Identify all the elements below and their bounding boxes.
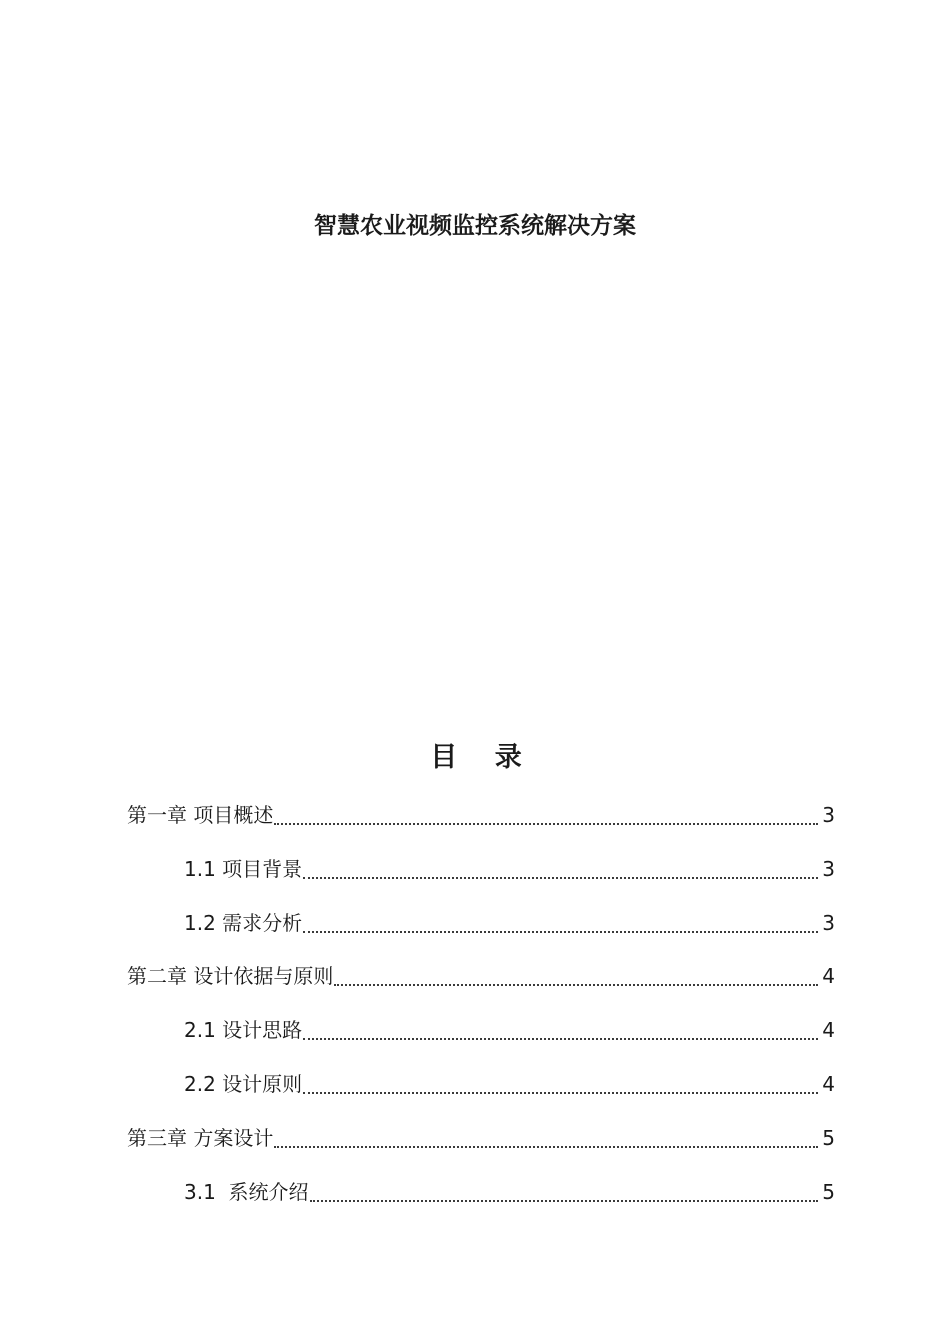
- toc-dot-leader: [273, 1123, 821, 1153]
- toc-entry-label: 1.1 项目背景: [184, 857, 303, 881]
- toc-entry-label: 第三章 方案设计: [127, 1126, 274, 1150]
- toc-page-number: 4: [822, 1072, 835, 1096]
- toc-entry-chapter-1[interactable]: [127, 800, 835, 830]
- toc-page-number: 3: [822, 803, 835, 827]
- toc-dot-leader: [273, 800, 821, 830]
- toc-entry-1-2[interactable]: [184, 908, 835, 938]
- toc-entry-2-2[interactable]: [184, 1069, 835, 1099]
- toc-dot-leader: [302, 1015, 821, 1045]
- document-title: 智慧农业视频监控系统解决方案: [314, 213, 636, 239]
- toc-dot-leader: [302, 854, 821, 884]
- toc-entry-label: 2.1 设计思路: [184, 1018, 303, 1042]
- toc-entry-2-1[interactable]: [184, 1015, 835, 1045]
- toc-heading: 目 录: [430, 742, 536, 773]
- toc-page-number: 5: [822, 1180, 835, 1204]
- toc-page-number: 4: [822, 1018, 835, 1042]
- toc-entry-1-1[interactable]: [184, 854, 835, 884]
- toc-entry-label: 第一章 项目概述: [127, 803, 274, 827]
- toc-entry-chapter-3[interactable]: [127, 1123, 835, 1153]
- toc-page-number: 3: [822, 911, 835, 935]
- toc-page-number: 3: [822, 857, 835, 881]
- toc-dot-leader: [302, 908, 821, 938]
- toc-entry-label: 第二章 设计依据与原则: [127, 964, 334, 988]
- toc-entry-label: 2.2 设计原则: [184, 1072, 303, 1096]
- toc-entry-label: 3.1 系统介绍: [184, 1180, 309, 1204]
- toc-entry-3-1[interactable]: [184, 1177, 835, 1207]
- toc-page-number: 4: [822, 964, 835, 988]
- toc-dot-leader: [333, 961, 821, 991]
- toc-entry-label: 1.2 需求分析: [184, 911, 303, 935]
- toc-page-number: 5: [822, 1126, 835, 1150]
- toc-entry-chapter-2[interactable]: [127, 961, 835, 991]
- toc-dot-leader: [302, 1069, 821, 1099]
- toc-dot-leader: [309, 1177, 821, 1207]
